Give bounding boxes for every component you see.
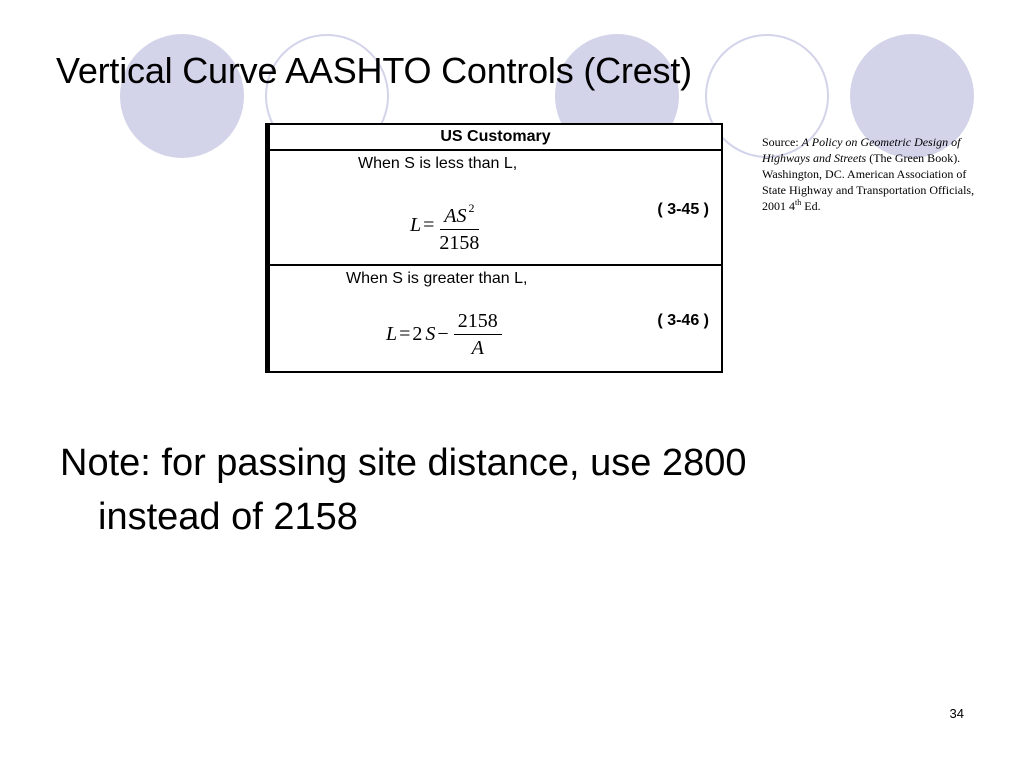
source-edition-sup: th	[795, 198, 802, 207]
fraction-numerator	[440, 197, 478, 230]
formula-term: 2	[412, 323, 423, 345]
case-condition: When S is greater than L,	[346, 270, 528, 287]
formula-lhs: L	[410, 214, 422, 236]
numerator-exponent: 2	[468, 201, 475, 215]
formula-3-45	[410, 197, 482, 254]
equation-number: ( 3-46 )	[657, 312, 709, 329]
fraction-numerator: 2158	[454, 310, 502, 335]
formula-term-var: S	[425, 323, 436, 345]
formula-equals: =	[399, 323, 411, 345]
case-row-greater-than	[270, 266, 721, 371]
note-line-1: Note: for passing site distance, use 2800	[60, 442, 747, 484]
note-line-2: instead of 2158	[98, 496, 358, 538]
slide-title: Vertical Curve AASHTO Controls (Crest)	[56, 50, 692, 91]
note-text	[60, 436, 940, 544]
formula-3-46	[386, 310, 505, 359]
fraction-denominator	[472, 335, 484, 359]
formula-equals: =	[423, 214, 435, 236]
formula-minus: −	[437, 323, 449, 345]
fraction-denominator: 2158	[439, 232, 480, 254]
table-header: US Customary	[270, 125, 721, 151]
source-suffix: Ed.	[801, 199, 821, 213]
numerator-text: AS	[444, 205, 467, 227]
case-condition: When S is less than L,	[358, 155, 518, 172]
source-book-title: A Policy on Geometric Design of Highways and Streets	[762, 135, 961, 165]
source-prefix: Source:	[762, 135, 802, 149]
denominator-text: A	[471, 337, 484, 359]
formula-table	[265, 123, 723, 373]
equation-number: ( 3-45 )	[657, 201, 709, 218]
formula-fraction	[454, 310, 502, 359]
case-row-less-than	[270, 151, 721, 266]
formula-fraction	[439, 197, 479, 254]
source-citation	[762, 134, 984, 214]
source-details: (The Green Book). Washington, DC. American Association of State Highway and Transportation Officials, 2001 4	[762, 151, 975, 213]
page-number: 34	[949, 706, 964, 721]
formula-lhs: L	[386, 323, 398, 345]
